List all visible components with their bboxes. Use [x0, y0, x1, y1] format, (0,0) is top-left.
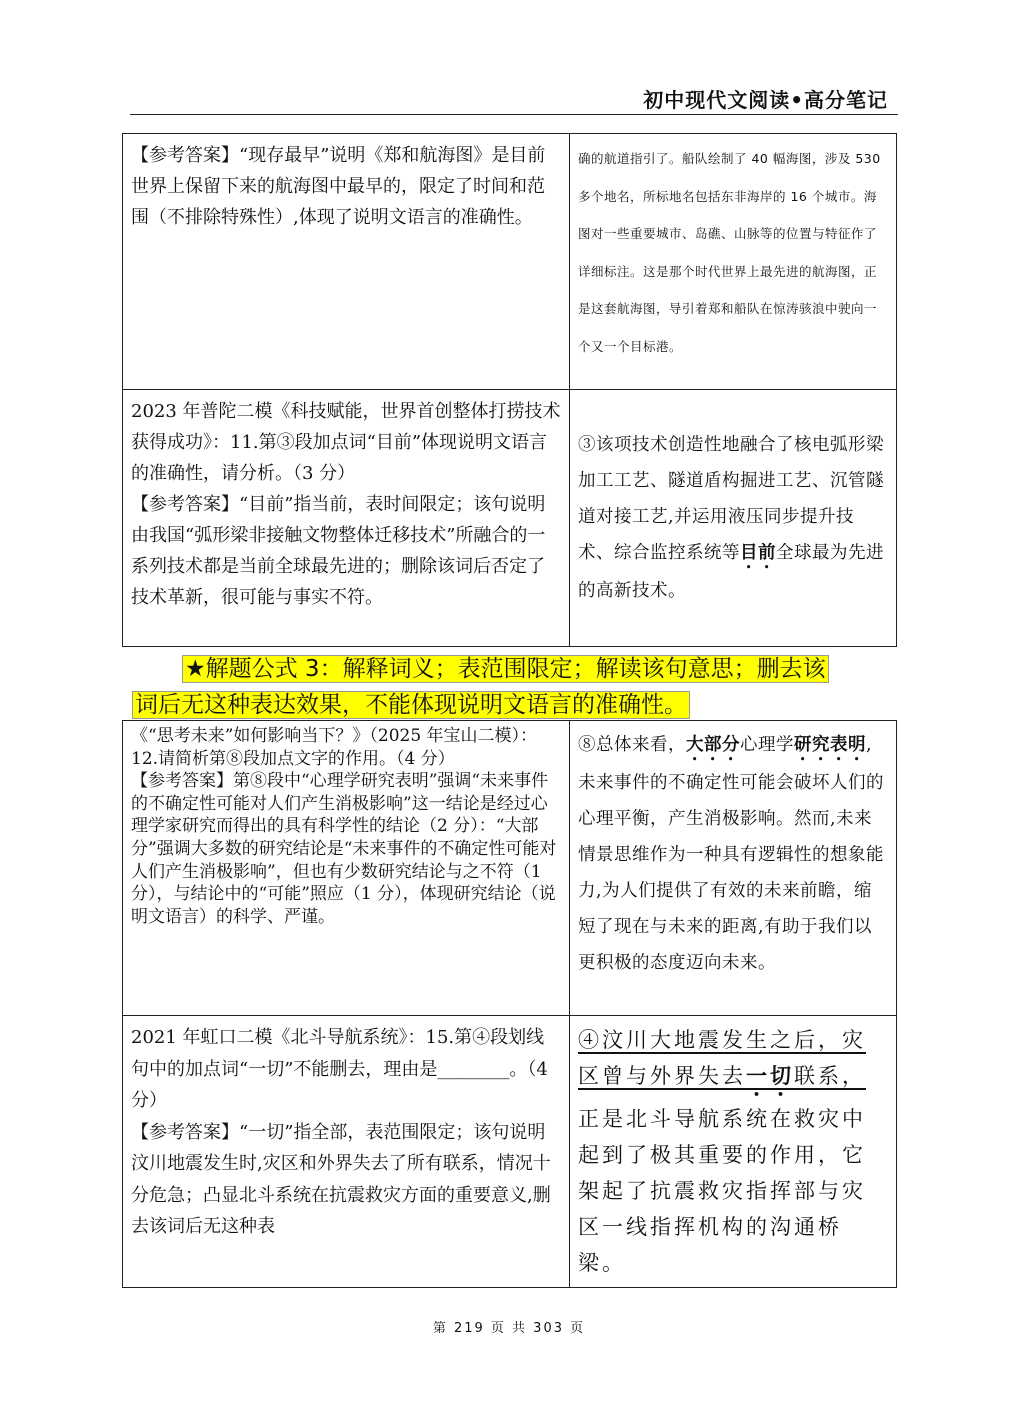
example-table-1 [122, 133, 897, 647]
solution-formula [133, 651, 893, 723]
question-text: 《“思考未来”如何影响当下？》（2025 年宝山二模）：12.请简析第⑧段加点文字的作用。（4 分） [131, 726, 538, 769]
dotted-word: 一切 [746, 1063, 794, 1088]
passage-text-post: ,未来事件的不确定性可能会破坏人们的心理平衡，产生消极影响。然而,未来情景思维作为一种具有逻辑性的想象能力,为人们提供了有效的未来前瞻，缩短了现在与未来的距离,有助于我们以更积极的态度迈向未来。 [578, 735, 884, 973]
question-cell [123, 721, 570, 1016]
page-number: 第 219 页 共 303 页 [432, 1321, 586, 1336]
example-table-2 [122, 720, 897, 1288]
table-row [123, 134, 897, 390]
passage-text [578, 727, 888, 981]
passage-text [578, 1022, 888, 1281]
answer-cell [123, 134, 570, 390]
passage-text-pre: ③该项技术创造性地融合了核电弧形梁加工工艺、隧道盾构掘进工艺、沉管隧道对接工艺,并运用液压同步提升技术、综合监控系统等 [578, 435, 884, 563]
header-rule [130, 114, 898, 115]
dotted-word-2: 研究表明 [794, 735, 866, 755]
question-cell [123, 1016, 570, 1288]
table-row [123, 1016, 897, 1288]
passage-text-pre: ④汶川大地震发生之后，灾区曾与外界失去 [578, 1028, 866, 1088]
passage-text: 确的航道指引了。船队绘制了 40 幅海图，涉及 530 多个地名，所标地名包括东非海岸的 16 个城市。海图对一些重要城市、岛礁、山脉等的位置与特征作了详细标注。这是那个时代世界上最先进的航海图，正是这套航海图，导引着郑和船队在惊涛骇浪中驶向一个又一个目标港。 [578, 151, 881, 354]
reference-answer: 【参考答案】“现存最早”说明《郑和航海图》是目前世界上保留下来的航海图中最早的，限定了时间和范围（不排除特殊性）,体现了说明文语言的准确性。 [131, 145, 546, 228]
passage-cell [570, 1016, 897, 1288]
page-header-title: 初中现代文阅读•高分笔记 [643, 88, 888, 112]
table-row [123, 390, 897, 647]
question-text: 2021 年虹口二模《北斗导航系统》：15.第④段划线句中的加点词“一切”不能删去，理由是________。（4 分） [131, 1027, 548, 1111]
reference-answer: 【参考答案】第⑧段中“心理学研究表明”强调“未来事件的不确定性可能对人们产生消极影响”这一结论是经过心理学家研究而得出的具有科学性的结论（2 分）：“大部分”强调大多数的研究结论是“未来事件的不确定性可能对人们产生消极影响”，但也有少数研究结论与之不符（1 分），与结论中的“可能”照应（1 分），体现研究结论（说明文语言）的科学、严谨。 [131, 771, 557, 927]
passage-text-pre: ⑧总体来看， [578, 735, 686, 755]
passage-text-mid: 心理学 [740, 735, 794, 755]
passage-text-mid: 联系， [794, 1064, 866, 1088]
passage-cell [570, 721, 897, 1016]
question-text: 2023 年普陀二模《科技赋能，世界首创整体打捞技术获得成功》：11.第③段加点词“目前”体现说明文语言的准确性，请分析。（3 分） [131, 401, 561, 484]
dotted-word: 目前 [740, 543, 776, 563]
underlined-sentence [578, 1028, 866, 1088]
formula-line-1: ★解题公式 3：解释词义；表范围限定；解读该句意思；删去该 [185, 656, 826, 682]
formula-line-2: 词后无这种表达效果，不能体现说明文语言的准确性。 [135, 692, 687, 718]
passage-text-post: 全球最为先进的高新技术。 [578, 543, 884, 601]
dotted-word-1: 大部分 [686, 735, 740, 755]
passage-cell [570, 390, 897, 647]
passage-text [578, 427, 888, 609]
passage-text-post: 正是北斗导航系统在救灾中起到了极其重要的作用，它架起了抗震救灾指挥部与灾区一线指挥机构的沟通桥梁。 [578, 1107, 866, 1275]
question-cell [123, 390, 570, 647]
passage-cell [570, 134, 897, 390]
reference-answer: 【参考答案】“一切”指全部，表范围限定；该句说明汶川地震发生时,灾区和外界失去了所有联系，情况十分危急；凸显北斗系统在抗震救灾方面的重要意义,删去该词后无这种表 [131, 1121, 551, 1237]
reference-answer: 【参考答案】“目前”指当前，表时间限定；该句说明由我国“弧形梁非接触文物整体迁移技术”所融合的一系列技术都是当前全球最先进的；删除该词后否定了技术革新，很可能与事实不符。 [131, 494, 546, 608]
table-row [123, 721, 897, 1016]
